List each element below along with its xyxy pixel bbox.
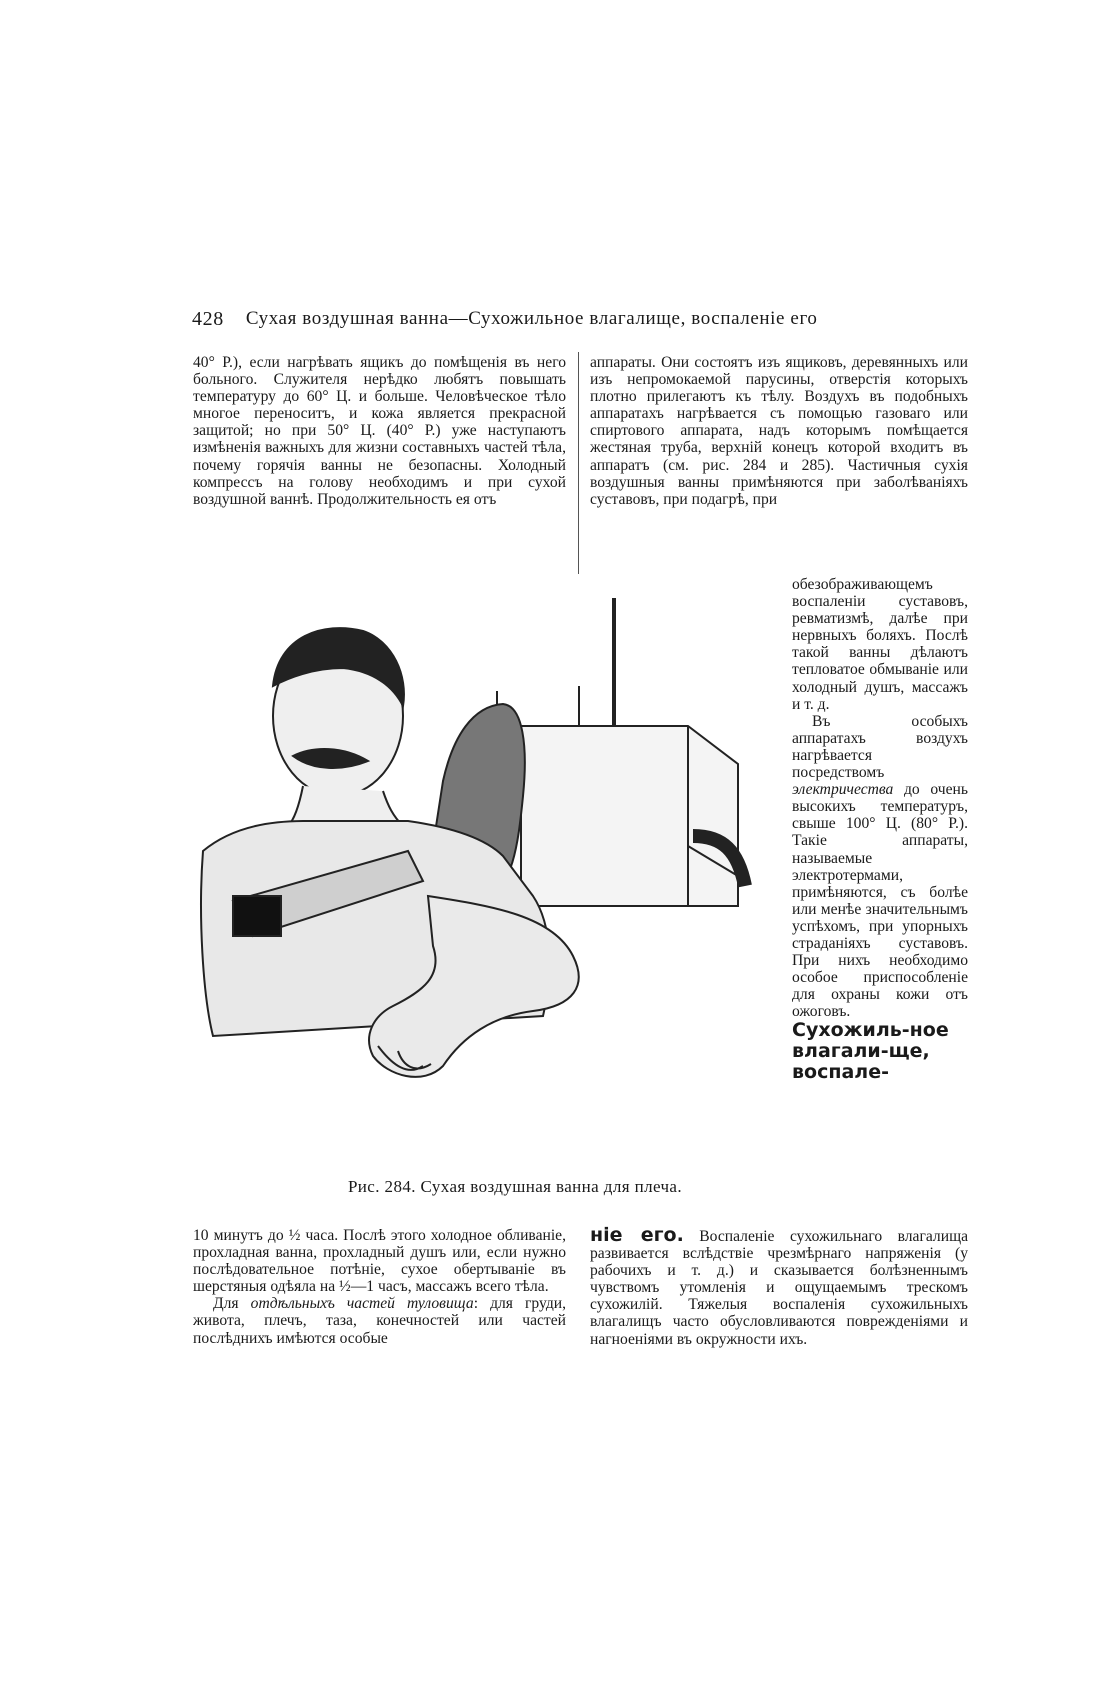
paragraph: обезображивающемъ воспаленіи суставовъ, ревматизмѣ, далѣе при нервныхъ боляхъ. Послѣ такой ванны дѣлаютъ тепловатое обмываніе или холодный душъ, массажъ и т. д. <box>792 576 968 713</box>
paragraph <box>193 1295 566 1346</box>
text-run: : для груди, живота, плечъ, таза, конечностей или частей послѣднихъ имѣются особые <box>193 1295 566 1347</box>
italic-term: отдѣльныхъ частей туловища <box>250 1295 474 1313</box>
text-run: Для <box>213 1295 251 1313</box>
text-run: до очень высокихъ температуръ, свыше 100° Ц. (80° Р.). Такіе аппараты, называемые электротермами, примѣняются, съ болѣе или менѣе значительнымъ успѣхомъ, при упорныхъ страданіяхъ суставовъ. При нихъ необходимо особое приспособленіе для охраны кожи отъ ожоговъ. <box>792 781 968 1021</box>
left-column-top <box>193 354 566 508</box>
paragraph <box>590 1224 968 1348</box>
paragraph <box>792 713 968 1021</box>
text-run: Въ особыхъ аппаратахъ воздухъ нагрѣвается посредствомъ <box>792 712 968 782</box>
paragraph: аппараты. Они состоятъ изъ ящиковъ, деревянныхъ или изъ непромокаемой парусины, отверстія которыхъ плотно прилегаютъ къ тѣлу. Воздухъ въ подобныхъ аппаратахъ нагрѣвается съ помощью газоваго или спиртового аппарата, надъ которымъ помѣщается жестяная труба, верхній конецъ которой входитъ въ аппаратъ (см. рис. 284 и 285). Частичныя сухія воздушныя ванны примѣняются при заболѣваніяхъ суставовъ, при подагрѣ, при <box>590 354 968 508</box>
paragraph: 40° Р.), если нагрѣвать ящикъ до помѣщенія въ него больного. Служителя нерѣдко любятъ повышать температуру до 60° Ц. и больше. Человѣческое тѣло многое переноситъ, и кожа является прекрасной защитой; но при 50° Ц. (40° Р.) уже наступаютъ измѣненія важныхъ для жизни составныхъ частей тѣла, почему горячія ванны не безопасны. Холодный компрессъ на голову необходимъ и при сухой воздушной ваннѣ. Продолжительность ея отъ <box>193 354 566 508</box>
running-header <box>192 308 962 331</box>
right-narrow-column <box>792 576 968 1083</box>
paragraph: 10 минутъ до ½ часа. Послѣ этого холодное обливаніе, прохладная ванна, прохладный душъ или, если нужно послѣдовательное потѣніе, сухое обертываніе въ шерстяныя одѣяла на ½—1 часъ, массажъ всего тѣла. <box>193 1227 566 1296</box>
right-column-top <box>590 354 968 508</box>
section-heading-end: ніе его. <box>590 1224 684 1246</box>
italic-term: электричества <box>792 781 894 799</box>
section-heading: Сухожиль-ное влагали-ще, воспале- <box>792 1019 949 1084</box>
figure-illustration <box>193 596 783 1176</box>
column-divider <box>578 352 579 574</box>
text-run: Воспаленіе сухожильнаго влагалища развивается вслѣдствіе чрезмѣрнаго напряженія (у рабочихъ и т. д.) и сказывается болѣзненнымъ чувствомъ утомленія и ощущаемымъ трескомъ сухожилій. Тяжелыя воспаленія сухожильныхъ влагалищъ часто обусловливаются повреждeніями и нагноеніями въ окружности ихъ. <box>590 1228 968 1348</box>
running-title: Сухая воздушная ванна—Сухожильное влагалище, воспаленіе его <box>245 308 818 329</box>
page-number: 428 <box>192 308 224 330</box>
man-shoulder-air-bath-icon <box>193 596 783 1176</box>
right-column-bottom <box>590 1224 968 1348</box>
figure-caption: Рис. 284. Сухая воздушная ванна для плеча. <box>347 1177 683 1196</box>
left-column-bottom <box>193 1227 566 1347</box>
